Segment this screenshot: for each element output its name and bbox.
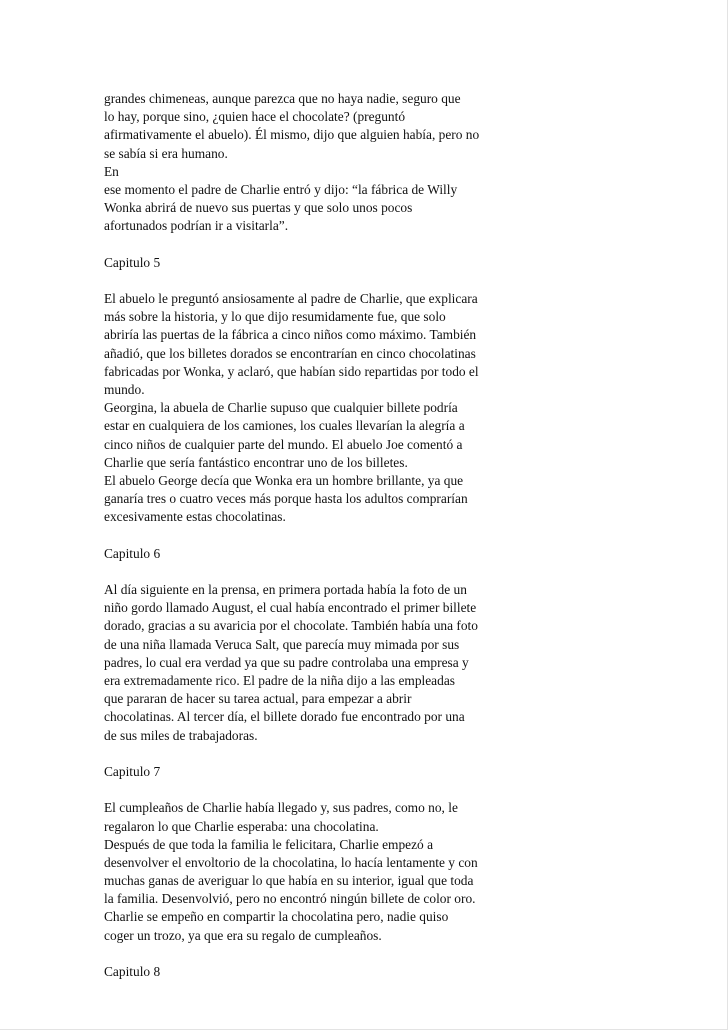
text-line: muchas ganas de averiguar lo que había en su interior, igual que toda: [104, 873, 474, 889]
text-line: que pararan de hacer su tarea actual, para empezar a abrir: [104, 691, 412, 707]
text-line: cinco niños de cualquier parte del mundo. El abuelo Joe comentó a: [104, 436, 463, 452]
text-line: más sobre la historia, y lo que dijo resumidamente fue, que solo: [104, 309, 446, 325]
text-line: El abuelo George decía que Wonka era un hombre brillante, ya que: [104, 472, 464, 488]
text-line: niño gordo llamado August, el cual había encontrado el primer billete: [104, 600, 477, 616]
blank-line: [104, 945, 489, 963]
text-line: mundo.: [104, 382, 145, 397]
text-line: dorado, gracias a su avaricia por el chocolate. También había una foto: [104, 618, 478, 634]
text-line: Después de que toda la familia le felicitara, Charlie empezó a: [104, 836, 434, 852]
text-line: era extremadamente rico. El padre de la niña dijo a las empleadas: [104, 673, 455, 688]
text-line: Charlie que sería fantástico encontrar uno de los billetes.: [104, 454, 408, 470]
chapter-heading: Capitulo 5: [104, 254, 161, 270]
text-line: coger un trozo, ya que era su regalo de cumpleaños.: [104, 927, 382, 943]
text-line: Wonka abrirá de nuevo sus puertas y que solo unos pocos: [104, 200, 413, 216]
text-line: añadió, que los billetes dorados se encontrarían en cinco chocolatinas: [104, 345, 476, 361]
text-line: se sabía si era humano.: [104, 145, 228, 161]
text-line: desenvolver el envoltorio de la chocolatina, lo hacía lentamente y con: [104, 854, 478, 870]
text-line: ese momento el padre de Charlie entró y dijo: “la fábrica de Willy: [104, 181, 458, 197]
text-line: estar en cualquiera de los camiones, los cuales llevarían la alegría a: [104, 418, 465, 434]
blank-line: [104, 563, 489, 581]
text-line: El abuelo le preguntó ansiosamente al padre de Charlie, que explicara: [104, 291, 478, 307]
document-body: [104, 90, 489, 981]
blank-line: [104, 781, 489, 799]
text-line: lo hay, porque sino, ¿quien hace el chocolate? (preguntó: [104, 109, 406, 125]
blank-line: [104, 745, 489, 763]
text-line: Al día siguiente en la prensa, en primera portada había la foto de un: [104, 582, 467, 598]
text-line: fabricadas por Wonka, y aclaró, que habían sido repartidas por todo el: [104, 363, 479, 379]
text-line: de una niña llamada Veruca Salt, que parecía muy mimada por sus: [104, 636, 460, 652]
blank-line: [104, 236, 489, 254]
text-line: chocolatinas. Al tercer día, el billete dorado fue encontrado por una: [104, 709, 465, 725]
text-line: de sus miles de trabajadoras.: [104, 727, 258, 743]
blank-line: [104, 272, 489, 290]
chapter-heading: Capitulo 8: [104, 964, 161, 979]
text-line: afortunados podrían ir a visitarla”.: [104, 218, 289, 234]
chapter-heading: Capitulo 6: [104, 545, 161, 561]
text-line: ganaría tres o cuatro veces más porque hasta los adultos comprarían: [104, 491, 468, 507]
text-line: excesivamente estas chocolatinas.: [104, 509, 286, 525]
text-line: regalaron lo que Charlie esperaba: una chocolatina.: [104, 818, 379, 834]
text-line: afirmativamente el abuelo). Él mismo, dijo que alguien había, pero no: [104, 127, 480, 143]
text-line: En: [104, 163, 119, 179]
chapter-heading: Capitulo 7: [104, 763, 161, 779]
text-line: grandes chimeneas, aunque parezca que no haya nadie, seguro que: [104, 91, 461, 106]
blank-line: [104, 527, 489, 545]
text-line: la familia. Desenvolvió, pero no encontró ningún billete de color oro.: [104, 891, 476, 907]
text-line: padres, lo cual era verdad ya que su padre controlaba una empresa y: [104, 654, 469, 670]
text-line: Charlie se empeño en compartir la chocolatina pero, nadie quiso: [104, 909, 449, 925]
text-line: Georgina, la abuela de Charlie supuso que cualquier billete podría: [104, 400, 458, 416]
text-line: El cumpleaños de Charlie había llegado y, sus padres, como no, le: [104, 800, 458, 816]
text-line: abriría las puertas de la fábrica a cinco niños como máximo. También: [104, 327, 477, 343]
